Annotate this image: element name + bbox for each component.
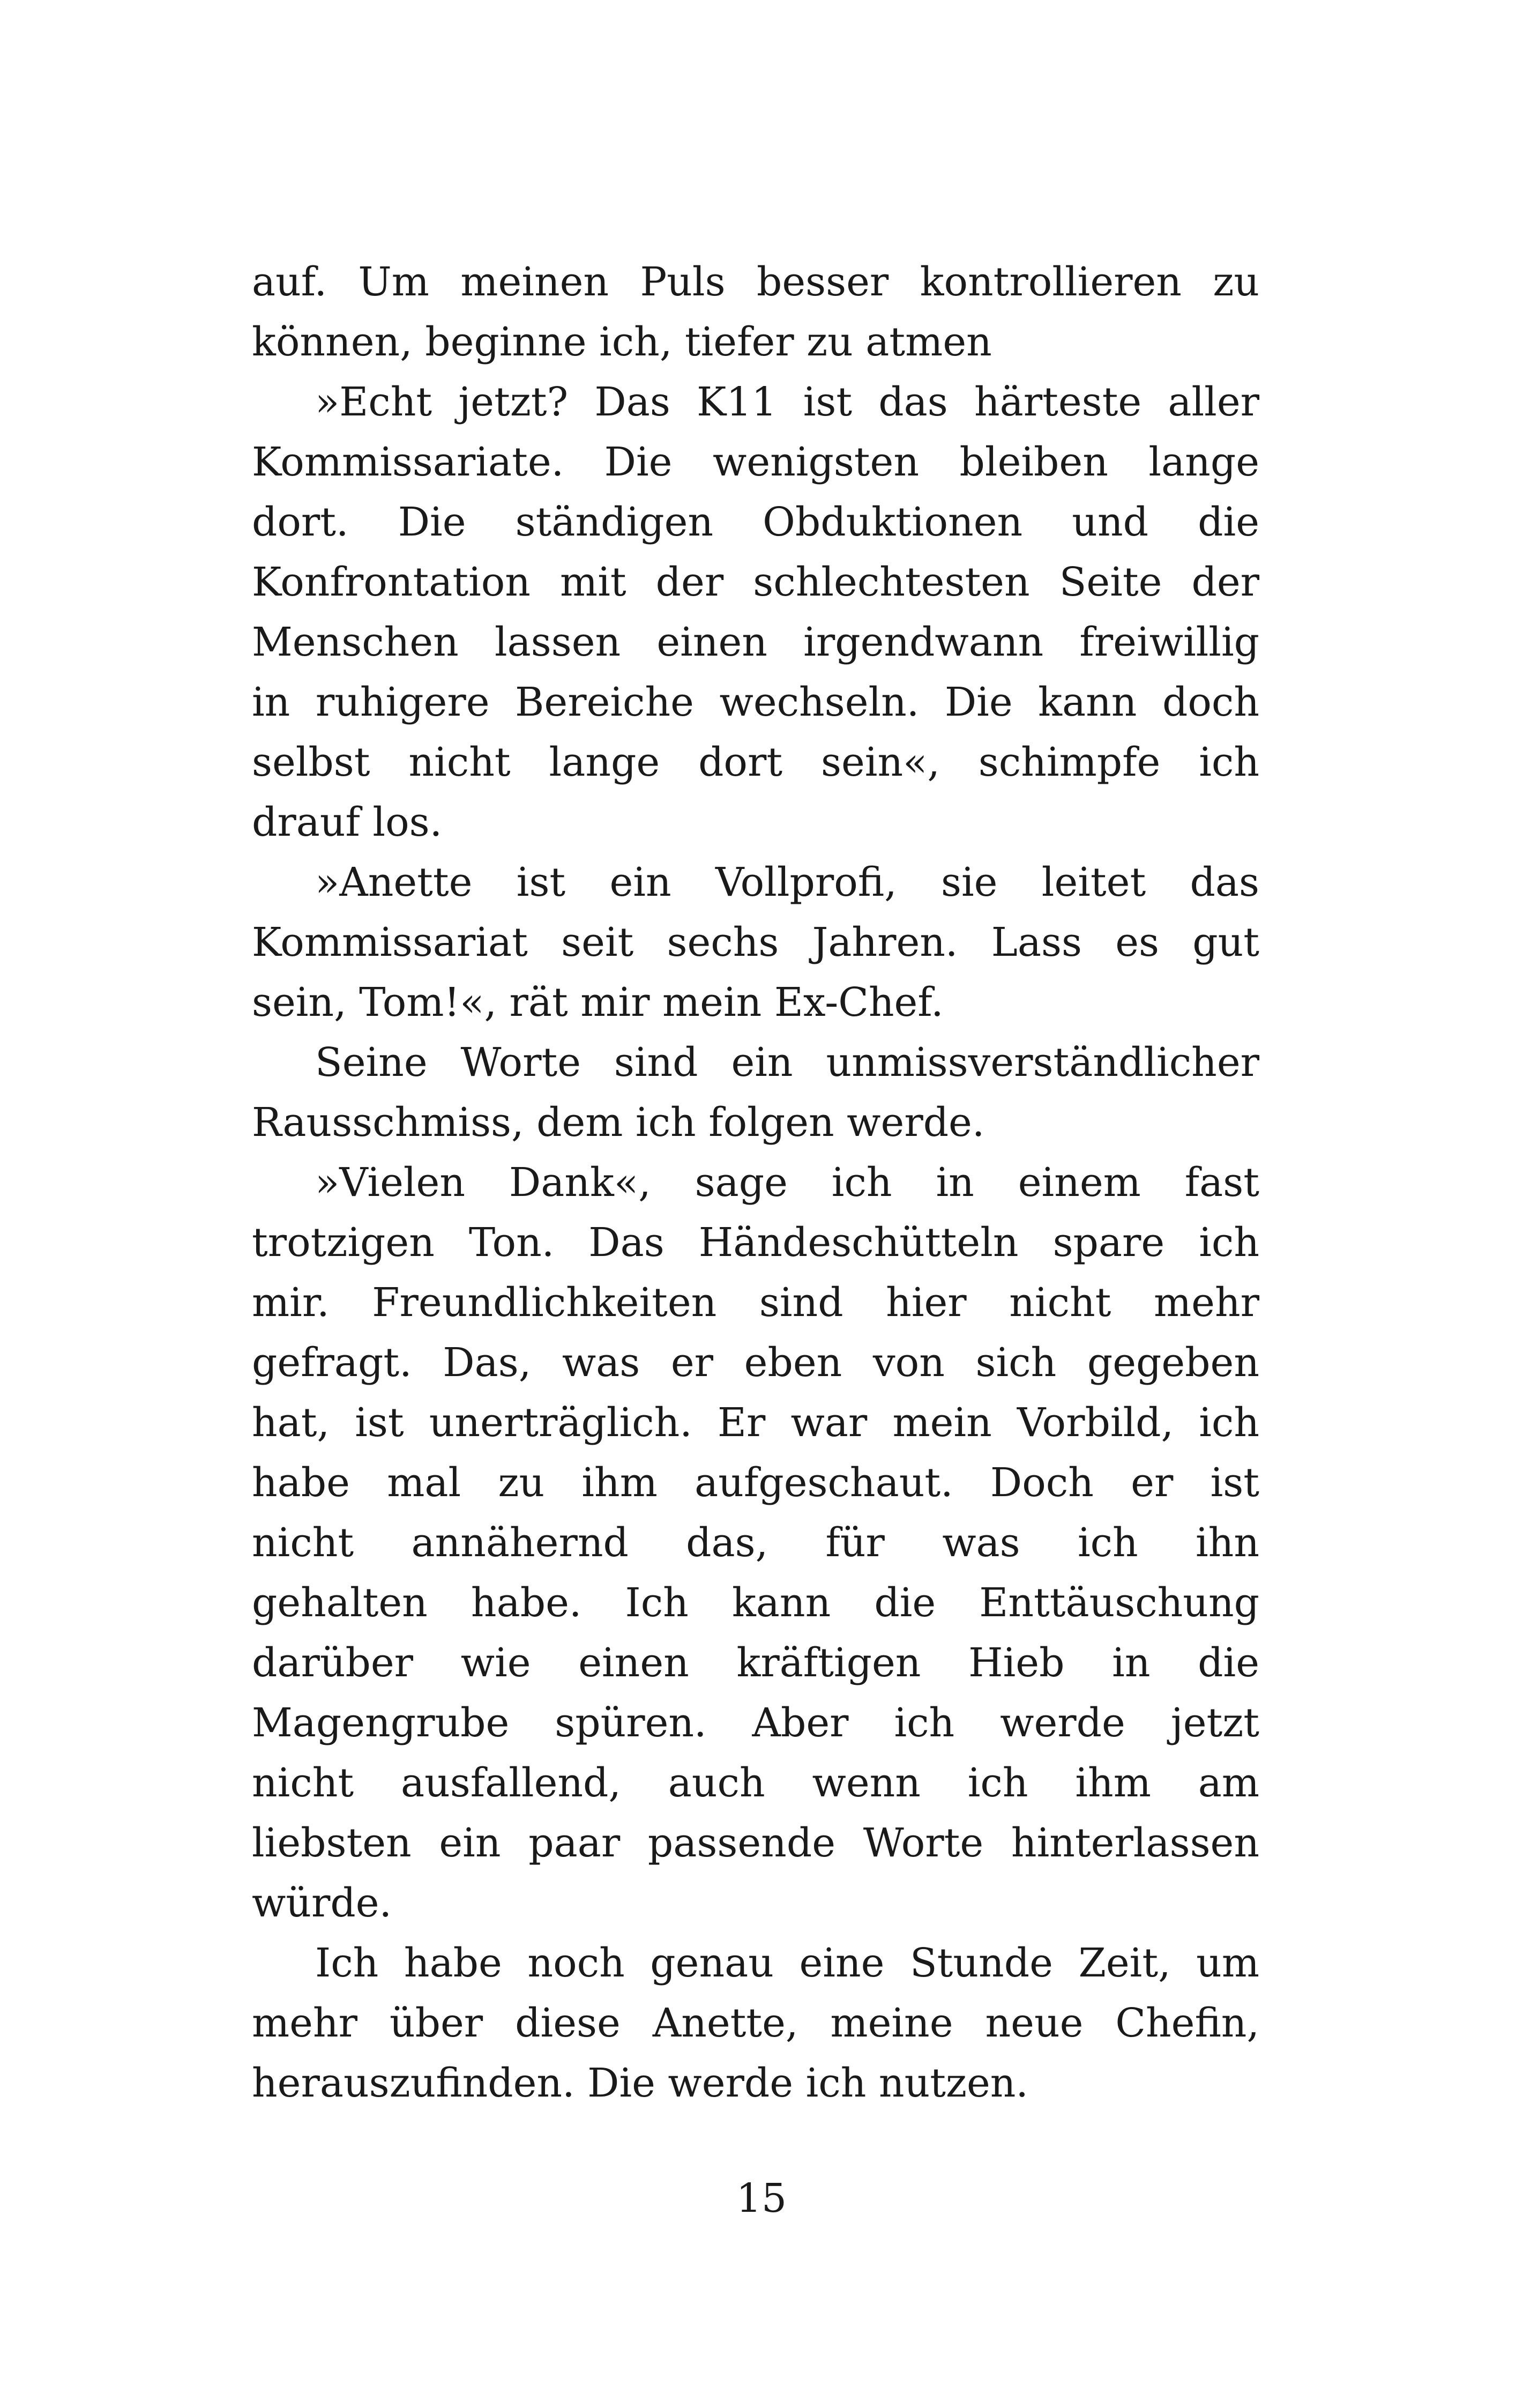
paragraph (252, 1153, 1259, 1933)
text-line: herauszufinden. Die werde ich nutzen. (252, 2060, 1028, 2106)
text-line: dort. Die ständigen Obduktionen und die (252, 499, 1259, 545)
text-line: trotzigen Ton. Das Händeschütteln spare ich (252, 1220, 1259, 1266)
text-line: nicht annähernd das, für was ich ihn (252, 1520, 1259, 1566)
text-line: nicht ausfallend, auch wenn ich ihm am (252, 1760, 1259, 1806)
text-line: Seine Worte sind ein unmissverständlicher (315, 1039, 1259, 1086)
page-number: 15 (736, 2175, 787, 2221)
text-line: habe mal zu ihm aufgeschaut. Doch er ist (252, 1460, 1259, 1506)
text-line: liebsten ein paar passende Worte hinterlassen (252, 1820, 1259, 1866)
paragraph (252, 852, 1259, 1032)
text-line: Rausschmiss, dem ich folgen werde. (252, 1099, 985, 1146)
paragraph (252, 1933, 1259, 2113)
text-line: »Echt jetzt? Das K11 ist das härteste aller (315, 379, 1259, 425)
paragraph (252, 252, 1259, 372)
text-line: selbst nicht lange dort sein«, schimpfe ich (252, 739, 1259, 785)
text-line: darüber wie einen kräftigen Hieb in die (252, 1640, 1259, 1686)
text-line: können, beginne ich, tiefer zu atmen (252, 319, 992, 365)
text-line: mehr über diese Anette, meine neue Chefin, (252, 2000, 1259, 2046)
text-line: drauf los. (252, 799, 443, 845)
text-line: Magengrube spüren. Aber ich werde jetzt (252, 1700, 1259, 1746)
text-line: in ruhigere Bereiche wechseln. Die kann doch (252, 679, 1259, 725)
text-line: gefragt. Das, was er eben von sich gegeben (252, 1340, 1259, 1386)
text-line: sein, Tom!«, rät mir mein Ex-Chef. (252, 979, 944, 1025)
text-line: »Anette ist ein Vollprofi, sie leitet das (315, 859, 1259, 905)
text-line: mir. Freundlichkeiten sind hier nicht mehr (252, 1280, 1259, 1326)
text-line: Kommissariat seit sechs Jahren. Lass es gut (252, 919, 1259, 965)
text-line: hat, ist unerträglich. Er war mein Vorbild, ich (252, 1400, 1259, 1446)
book-page-body (252, 252, 1259, 2113)
text-line: gehalten habe. Ich kann die Enttäuschung (252, 1580, 1259, 1626)
text-line: Konfrontation mit der schlechtesten Seite der (252, 559, 1259, 605)
paragraph (252, 1032, 1259, 1153)
text-line: »Vielen Dank«, sage ich in einem fast (315, 1160, 1259, 1206)
text-line: auf. Um meinen Puls besser kontrollieren zu (252, 259, 1259, 305)
paragraph (252, 372, 1259, 852)
text-line: Kommissariate. Die wenigsten bleiben lange (252, 439, 1259, 485)
text-line: Ich habe noch genau eine Stunde Zeit, um (315, 1940, 1259, 1986)
text-line: Menschen lassen einen irgendwann freiwillig (252, 619, 1259, 665)
text-line: würde. (252, 1880, 392, 1926)
